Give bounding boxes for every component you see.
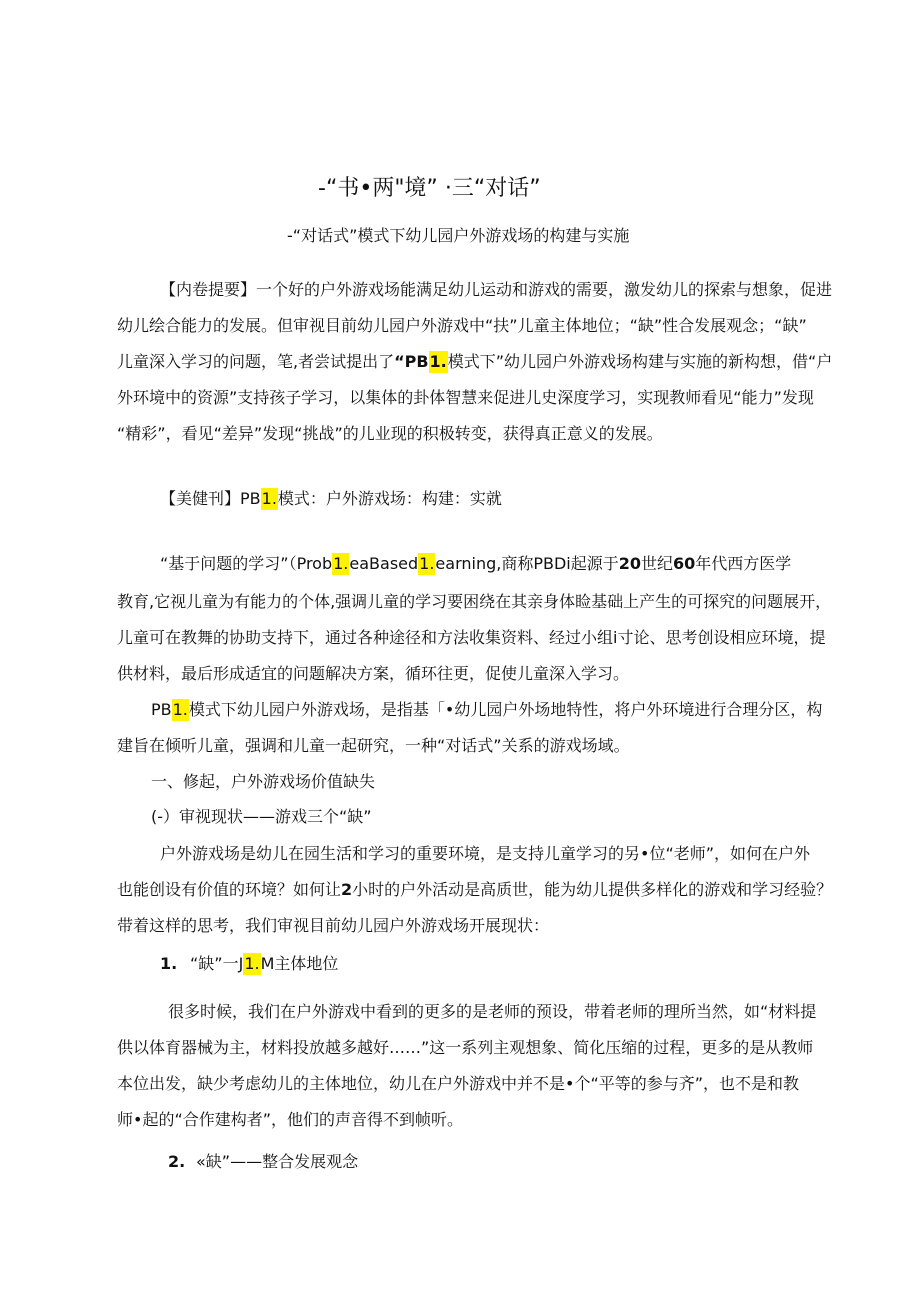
abstract-line-1: 【内卷提要】一个好的户外游戏场能满足幼儿运动和游戏的需要，激发幼儿的探索与想象，促进 xyxy=(160,280,833,299)
para1-text-e: 年代西方医学 xyxy=(695,554,792,573)
para1-text-a: “基于问题的学习”（Prob xyxy=(160,554,333,573)
para3-line-2 xyxy=(117,879,832,901)
item2-text: «缺”——整合发展观念 xyxy=(196,1152,359,1171)
highlight-mark: 1. xyxy=(419,554,435,573)
highlight-mark: 1. xyxy=(261,489,277,508)
section-heading: 一、修起，户外游戏场价值缺失 xyxy=(151,772,376,791)
subsection-heading: (-）审视现状——游戏三个“缺” xyxy=(151,807,372,826)
keywords-pre: 【美健刊】PB xyxy=(160,489,261,508)
para2-pre: PB xyxy=(151,700,172,719)
para3-pre: 也能创设有价值的环境？如何让 xyxy=(117,880,342,899)
para1-line-2: 教育,它视儿童为有能力的个体,强调儿童的学习要困绕在其亲身体睑基础上产生的可探究的问题展开， xyxy=(117,592,832,611)
para4-line-3: 本位出发，缺少考虑幼儿的主体地位，幼儿在户外游戏中并不是•个“平等的参与齐”，也不是和教 xyxy=(117,1074,800,1093)
para1-bold-number: 60 xyxy=(673,554,696,573)
para4-line-4: 师•起的“合作建构者”，他们的声音得不到帧听。 xyxy=(117,1110,464,1129)
para4-line-2: 供以体育器械为主，材料投放越多越好……”这一系列主观想象、简化压缩的过程，更多的是从教师 xyxy=(117,1038,814,1057)
highlight-mark: 1. xyxy=(244,954,260,973)
highlight-mark: 1. xyxy=(172,700,188,719)
list-number: 2. xyxy=(168,1152,186,1171)
keywords-line xyxy=(160,488,502,510)
para3-post: 小时的户外活动是高质世，能为幼儿提供多样化的游戏和学习经验？ xyxy=(352,880,833,899)
keywords-post: 模式：户外游戏场：构建：实就 xyxy=(277,489,502,508)
doc-subtitle: -“对话式”模式下幼儿园户外游戏场的构建与实施 xyxy=(287,226,630,245)
para3-line-1: 户外游戏场是幼儿在园生活和学习的重要环境，是支持儿童学习的另•位“老师”，如何在户外 xyxy=(160,844,811,863)
para1-line-1 xyxy=(160,553,791,575)
para1-bold-number: 20 xyxy=(618,554,641,573)
para1-line-3: 儿童可在教舞的协助支持下，通过各种途径和方法收集资料、经过小组i寸论、思考创设相应环境，提 xyxy=(117,628,826,647)
abstract-line-3 xyxy=(117,351,832,373)
highlight-mark: 1. xyxy=(429,352,447,371)
para1-line-4: 供材料，最后形成适宜的问题解决方案，循环往更，促使儿童深入学习。 xyxy=(117,664,630,683)
item1-pre: “缺”一J xyxy=(190,954,244,973)
doc-title: -“书•两"境” ·三“对话” xyxy=(318,176,541,201)
list-item-2 xyxy=(168,1151,358,1173)
abstract-line-3-pre: 儿童深入学习的问题，笔,者尝试提出了 xyxy=(117,352,395,371)
para1-text-c: earning,商称PBDi起源于 xyxy=(435,554,619,573)
item1-post: M主体地位 xyxy=(260,954,339,973)
para2-line-1 xyxy=(151,699,822,721)
pbl-term: “PB xyxy=(394,352,429,371)
para3-line-3: 带着这样的思考，我们审视目前幼儿园户外游戏场开展现状： xyxy=(117,916,550,935)
para1-text-d: 世纪 xyxy=(641,554,674,573)
para4-line-1: 很多时候，我们在户外游戏中看到的更多的是老师的预设，带着老师的理所当然，如“材料提 xyxy=(168,1002,817,1021)
abstract-line-4: 外环境中的资源”支持孩子学习，以集体的卦体智慧来促进儿史深度学习，实现教师看见“能力”发现 xyxy=(117,388,814,407)
abstract-line-2: 幼儿绘合能力的发展。但审视目前幼儿园户外游戏中“扶”儿童主体地位；“缺”性合发展观念；“缺” xyxy=(117,316,807,335)
para2-post: 模式下幼儿园户外游戏场，是指基「•幼儿园户外场地特性，将户外环境进行合理分区，构 xyxy=(188,700,823,719)
list-number: 1. xyxy=(160,954,178,973)
para1-text-b: eaBased xyxy=(349,554,419,573)
para3-bold-number: 2 xyxy=(341,880,353,899)
para2-line-2: 建旨在倾听儿童，强调和儿童一起研究，一种“对话式”关系的游戏场域。 xyxy=(117,736,630,755)
list-item-1 xyxy=(160,953,338,975)
highlight-mark: 1. xyxy=(333,554,349,573)
abstract-line-3-post: 模式下”幼儿园户外游戏场构建与实施的新构想，借“户 xyxy=(447,352,833,371)
abstract-line-5: “精彩”，看见“差异”发现“挑战”的儿业现的积极转变，获得真正意义的发展。 xyxy=(117,424,663,443)
